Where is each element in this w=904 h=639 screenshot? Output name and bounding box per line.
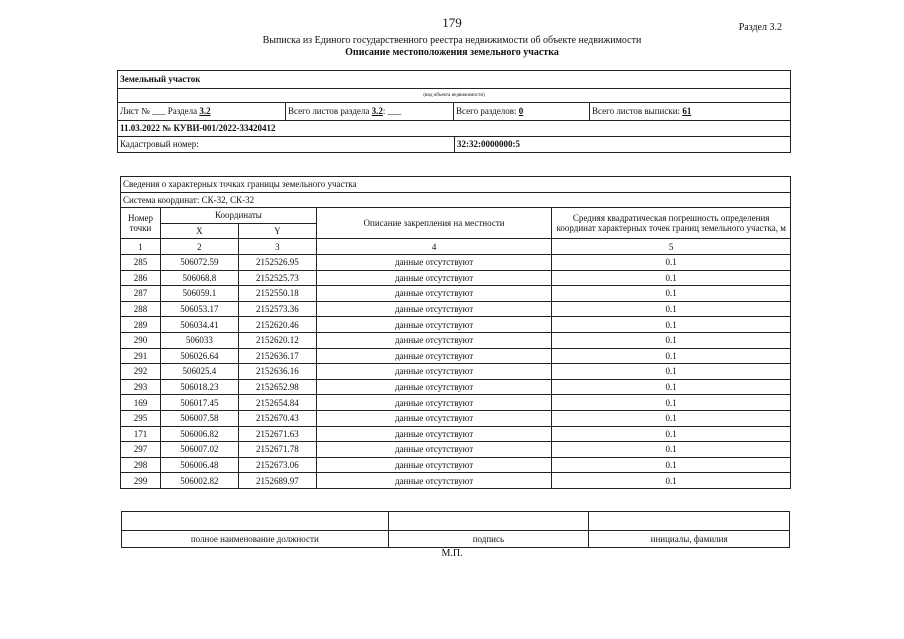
sheet-label: Лист № [120, 106, 150, 116]
object-type: Земельный участок [120, 74, 201, 84]
cell-n: 171 [121, 426, 161, 442]
cell-y: 2152620.12 [238, 332, 316, 348]
cell-y: 2152620.46 [238, 317, 316, 333]
total-sheets-section-value: ___ [387, 106, 402, 116]
cell-n: 289 [121, 317, 161, 333]
cell-err: 0.1 [552, 286, 791, 302]
coord-system-row [121, 192, 791, 208]
points-title-row [121, 177, 791, 193]
cell-x: 506034.41 [160, 317, 238, 333]
cell-n: 288 [121, 301, 161, 317]
total-sheets-extract-cell [590, 103, 790, 120]
cell-x: 506007.02 [160, 442, 238, 458]
cell-n: 292 [121, 364, 161, 380]
cell-err: 0.1 [552, 301, 791, 317]
col-error: Средняя квадратическая погрешность определения координат характерных точек границ земельного участка, м [552, 208, 791, 239]
cadastral-row [118, 137, 790, 152]
cell-err: 0.1 [552, 254, 791, 270]
cell-n: 298 [121, 457, 161, 473]
total-sections-cell [454, 103, 590, 120]
coord-system: Система координат: СК-32, СК-32 [121, 192, 791, 208]
cadastral-number: 32:32:0000000:5 [457, 139, 520, 149]
cell-y: 2152673.06 [238, 457, 316, 473]
name-blank [589, 512, 790, 531]
signature-table [121, 511, 790, 548]
signature-caption-row [122, 531, 790, 548]
cell-err: 0.1 [552, 364, 791, 380]
cell-y: 2152636.17 [238, 348, 316, 364]
cell-desc: данные отсутствуют [316, 317, 552, 333]
sheets-row [118, 103, 790, 121]
total-sheets-extract-value: 61 [682, 106, 692, 116]
cell-y: 2152573.36 [238, 301, 316, 317]
total-sheets-extract-label: Всего листов выписки: [592, 106, 681, 116]
cell-desc: данные отсутствуют [316, 348, 552, 364]
object-info-table [117, 70, 791, 153]
cell-x: 506033 [160, 332, 238, 348]
cell-desc: данные отсутствуют [316, 301, 552, 317]
position-blank [122, 512, 389, 531]
cell-err: 0.1 [552, 473, 791, 489]
table-row [121, 270, 791, 286]
cell-y: 2152654.84 [238, 395, 316, 411]
cell-n: 295 [121, 410, 161, 426]
cell-x: 506072.59 [160, 254, 238, 270]
cell-y: 2152671.78 [238, 442, 316, 458]
cell-desc: данные отсутствуют [316, 270, 552, 286]
cell-desc: данные отсутствуют [316, 442, 552, 458]
cell-err: 0.1 [552, 426, 791, 442]
table-row [121, 410, 791, 426]
table-row [121, 457, 791, 473]
boundary-points-table [120, 176, 791, 489]
total-sections-value: 0 [518, 106, 524, 116]
cell-x: 506006.48 [160, 457, 238, 473]
cell-err: 0.1 [552, 317, 791, 333]
cell-x: 506002.82 [160, 473, 238, 489]
cell-n: 290 [121, 332, 161, 348]
col-num: 1 [121, 239, 161, 255]
cell-n: 169 [121, 395, 161, 411]
cell-err: 0.1 [552, 395, 791, 411]
cell-n: 287 [121, 286, 161, 302]
cell-y: 2152550.18 [238, 286, 316, 302]
sheet-blank: ___ [151, 106, 166, 116]
table-row [121, 395, 791, 411]
cell-x: 506059.1 [160, 286, 238, 302]
cell-x: 506026.64 [160, 348, 238, 364]
cell-err: 0.1 [552, 379, 791, 395]
cell-n: 293 [121, 379, 161, 395]
page-number: 179 [442, 15, 462, 30]
table-row [121, 442, 791, 458]
column-numbers-row [121, 239, 791, 255]
cell-desc: данные отсутствуют [316, 286, 552, 302]
cell-x: 506006.82 [160, 426, 238, 442]
cell-x: 506007.58 [160, 410, 238, 426]
cell-y: 2152689.97 [238, 473, 316, 489]
table-row [121, 317, 791, 333]
table-row [121, 286, 791, 302]
object-type-caption-row [118, 89, 790, 103]
points-title: Сведения о характерных точках границы земельного участка [121, 177, 791, 193]
cell-y: 2152526.95 [238, 254, 316, 270]
cell-y: 2152671.63 [238, 426, 316, 442]
signature-caption: подпись [388, 531, 589, 548]
cell-err: 0.1 [552, 457, 791, 473]
cell-desc: данные отсутствуют [316, 426, 552, 442]
col-num: 4 [316, 239, 552, 255]
cell-n: 297 [121, 442, 161, 458]
col-description: Описание закрепления на местности [316, 208, 552, 239]
signature-blank [388, 512, 589, 531]
cell-x: 506025.4 [160, 364, 238, 380]
col-x: X [160, 223, 238, 239]
col-num: 5 [552, 239, 791, 255]
cell-x: 506017.45 [160, 395, 238, 411]
col-coordinates: Координаты [160, 208, 316, 224]
sheet-number-cell [118, 103, 286, 120]
cell-n: 285 [121, 254, 161, 270]
cell-err: 0.1 [552, 270, 791, 286]
col-num: 2 [160, 239, 238, 255]
cell-desc: данные отсутствуют [316, 332, 552, 348]
table-row [121, 379, 791, 395]
table-row [121, 364, 791, 380]
total-sheets-section-cell: Всего листов раздела 3.2: ___ [286, 103, 454, 120]
cell-desc: данные отсутствуют [316, 379, 552, 395]
cell-err: 0.1 [552, 442, 791, 458]
cell-n: 291 [121, 348, 161, 364]
table-row [121, 348, 791, 364]
table-row [121, 473, 791, 489]
position-caption: полное наименование должности [122, 531, 389, 548]
points-body [121, 254, 791, 488]
stamp-label: М.П. [441, 548, 463, 559]
date-number: 11.03.2022 № КУВИ-001/2022-33420412 [120, 123, 276, 133]
cell-y: 2152636.16 [238, 364, 316, 380]
cadastral-label: Кадастровый номер: [118, 137, 455, 152]
cell-desc: данные отсутствуют [316, 364, 552, 380]
cell-x: 506018.23 [160, 379, 238, 395]
document-subtitle: Описание местоположения земельного участка [345, 47, 559, 58]
table-row [121, 426, 791, 442]
object-type-row [118, 71, 790, 89]
name-caption: инициалы, фамилия [589, 531, 790, 548]
cell-err: 0.1 [552, 410, 791, 426]
cell-n: 299 [121, 473, 161, 489]
col-num: 3 [238, 239, 316, 255]
total-sections-label: Всего разделов: [456, 106, 517, 116]
signature-blank-row [122, 512, 790, 531]
header-row [121, 208, 791, 224]
cell-desc: данные отсутствуют [316, 395, 552, 411]
cell-y: 2152670.43 [238, 410, 316, 426]
object-type-caption: (вид объекта недвижимости) [423, 93, 485, 98]
total-sheets-section-label: Всего листов раздела [288, 106, 370, 116]
total-sheets-section-num: 3.2 [371, 106, 383, 116]
cell-err: 0.1 [552, 348, 791, 364]
cell-x: 506068.8 [160, 270, 238, 286]
cell-y: 2152525.73 [238, 270, 316, 286]
cell-desc: данные отсутствуют [316, 473, 552, 489]
cell-desc: данные отсутствуют [316, 457, 552, 473]
cell-err: 0.1 [552, 332, 791, 348]
section-word: Раздела [167, 106, 198, 116]
col-point-number: Номер точки [121, 208, 161, 239]
section-number: 3.2 [199, 106, 211, 116]
date-number-row [118, 121, 790, 137]
document-title: Выписка из Единого государственного реестра недвижимости об объекте недвижимости [262, 35, 642, 46]
cell-desc: данные отсутствуют [316, 410, 552, 426]
cell-y: 2152652.98 [238, 379, 316, 395]
table-row [121, 301, 791, 317]
cell-n: 286 [121, 270, 161, 286]
cell-desc: данные отсутствуют [316, 254, 552, 270]
table-row [121, 332, 791, 348]
table-row [121, 254, 791, 270]
col-y: Y [238, 223, 316, 239]
section-label: Раздел 3.2 [738, 22, 782, 33]
cell-x: 506053.17 [160, 301, 238, 317]
